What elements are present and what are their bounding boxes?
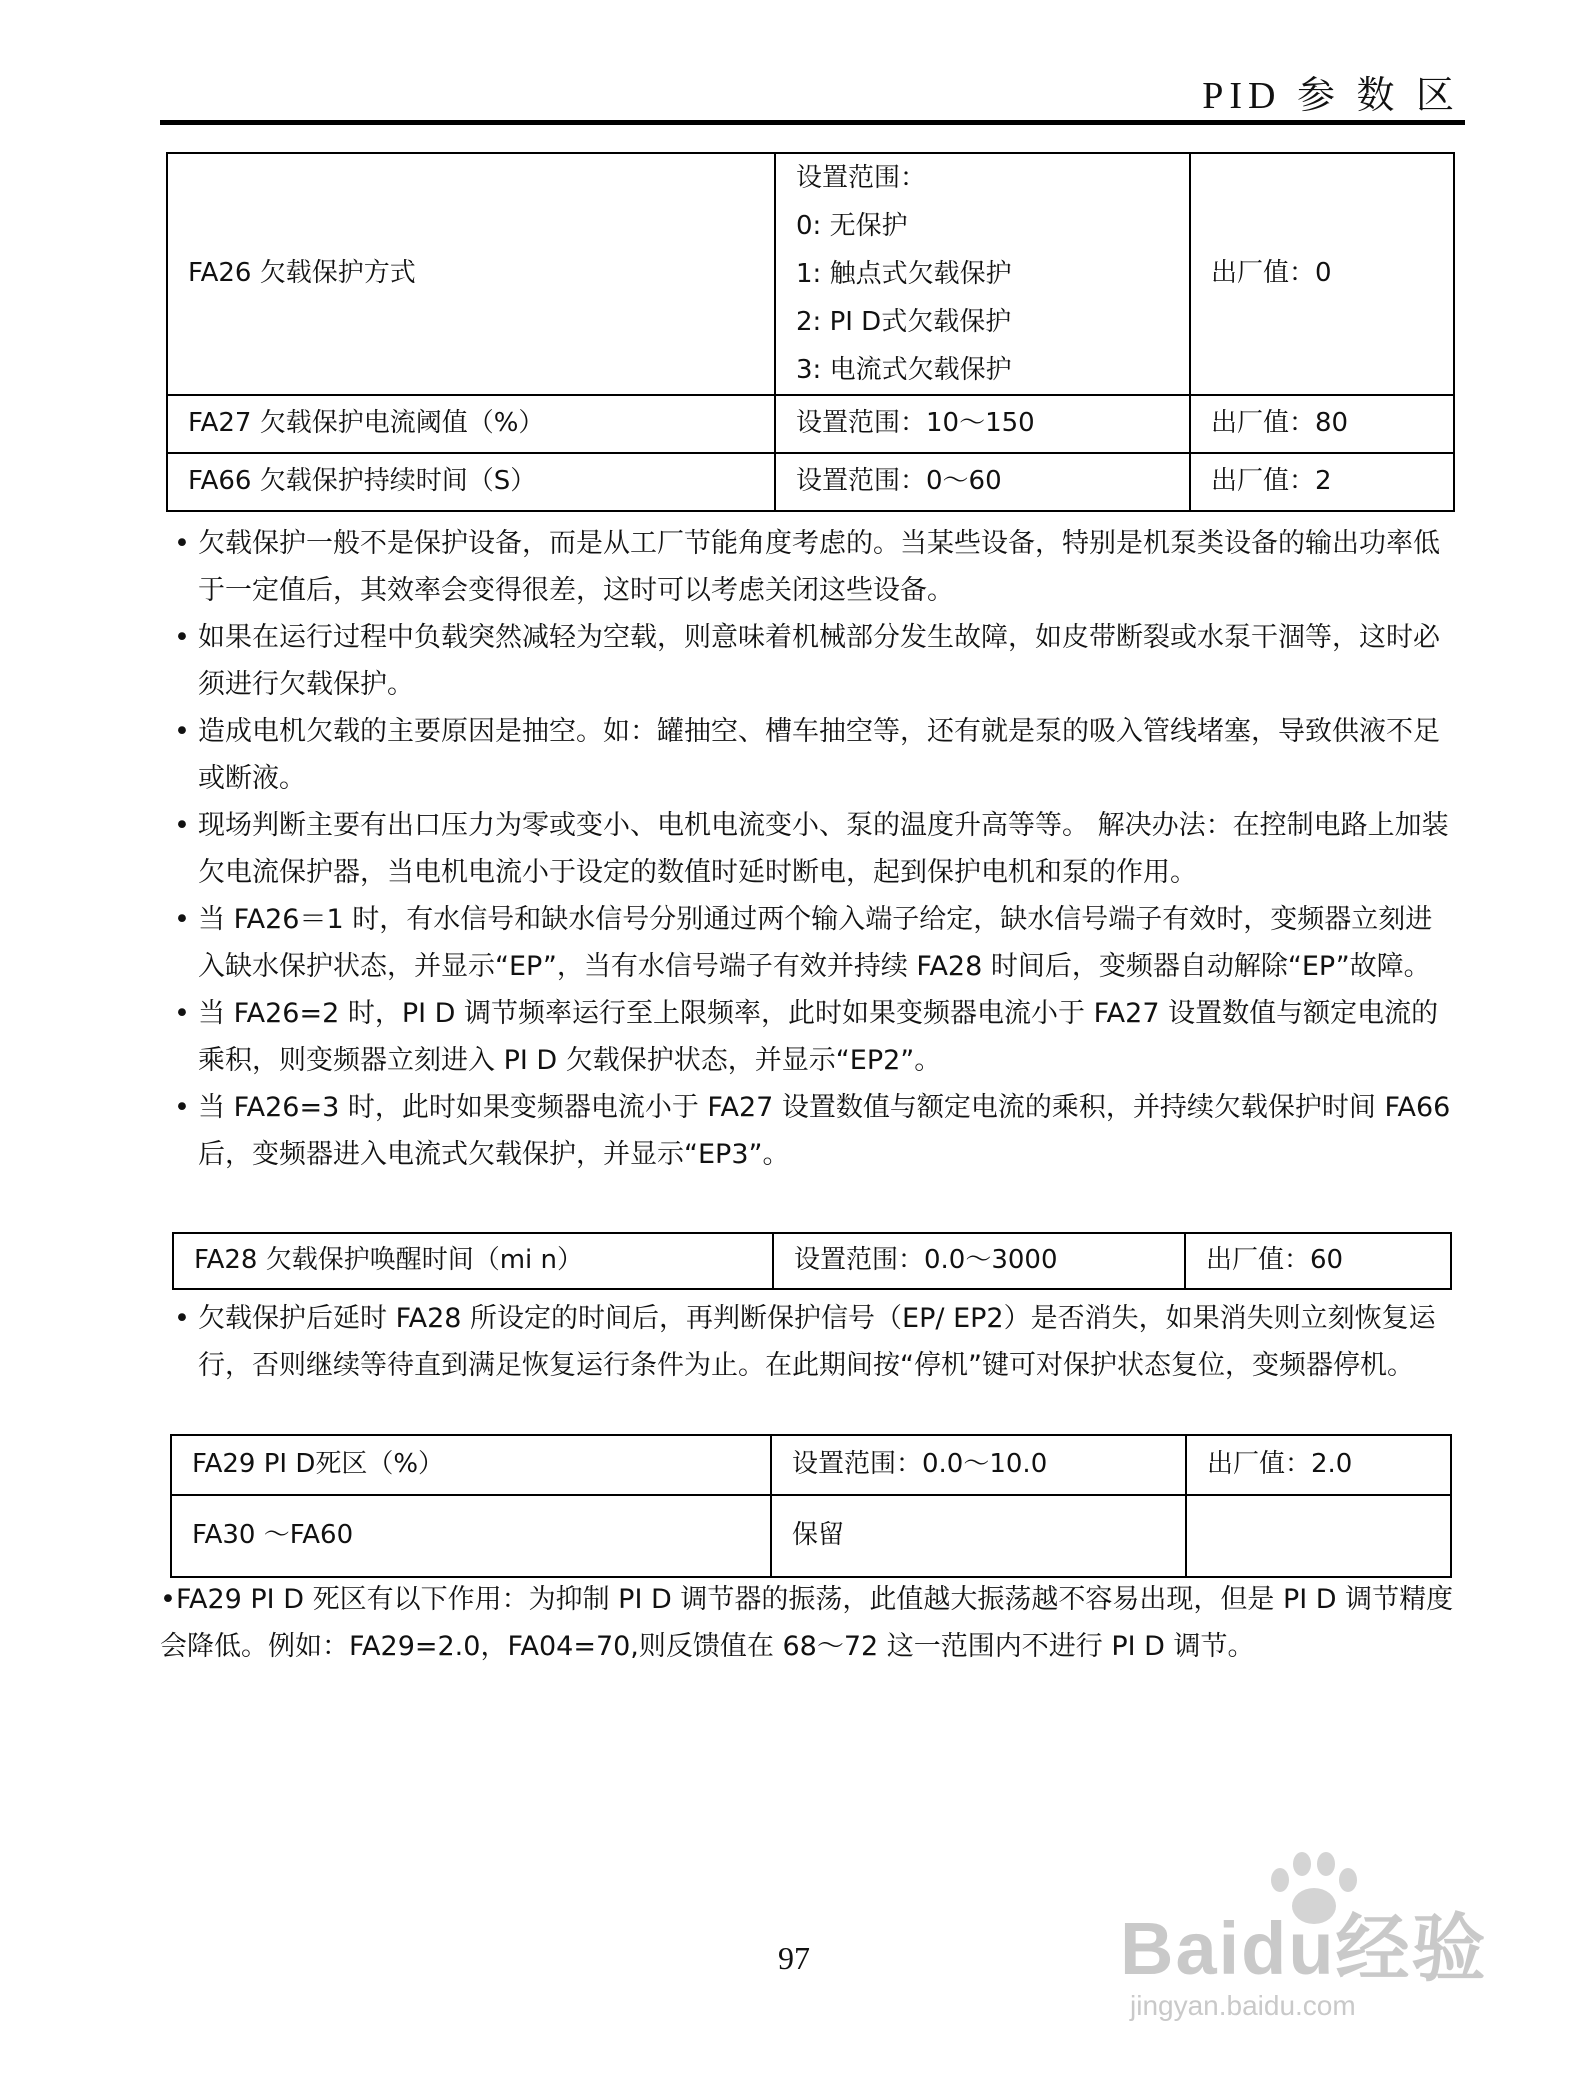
bullet: •: [174, 528, 190, 559]
table-row: [171, 1435, 1451, 1495]
param-default: 出厂值：60: [1185, 1233, 1451, 1289]
param-range: [775, 153, 1190, 395]
bullet: •: [174, 716, 190, 747]
page-number: 97: [778, 1940, 810, 1976]
notes-underload: [174, 520, 1454, 1178]
param-default: 出厂值：0: [1190, 153, 1454, 395]
note-paragraph: • 当 FA26=3 时，此时如果变频器电流小于 FA27 设置数值与额定电流的乘积，并持续欠载保护时间 FA66 后，变频器进入电流式欠载保护，并显示“EP3”。: [174, 1084, 1454, 1178]
param-table-fa28: [172, 1232, 1452, 1290]
param-default: 出厂值：2: [1190, 453, 1454, 511]
note-paragraph: • 欠载保护一般不是保护设备，而是从工厂节能角度考虑的。当某些设备，特别是机泵类设备的输出功率低于一定值后，其效率会变得很差，这时可以考虑关闭这些设备。: [174, 520, 1454, 614]
param-range: 设置范围：0.0～10.0: [771, 1435, 1186, 1495]
param-range: 设置范围：0.0～3000: [773, 1233, 1185, 1289]
param-range: 保留: [771, 1495, 1186, 1577]
param-table-fa26-fa66: [166, 152, 1455, 512]
note-paragraph: • 现场判断主要有出口压力为零或变小、电机电流变小、泵的温度升高等等。 解决办法：在控制电路上加装欠电流保护器，当电机电流小于设定的数值时延时断电，起到保护电机和泵的作用。: [174, 802, 1454, 896]
param-name: FA26 欠载保护方式: [167, 153, 775, 395]
range-line: 1: 触点式欠载保护: [796, 259, 1012, 289]
page-header-title: PID 参 数 区: [1202, 75, 1460, 117]
table-row: [173, 1233, 1451, 1289]
bullet: •: [174, 998, 190, 1029]
note-paragraph: • 当 FA26=2 时，PI D 调节频率运行至上限频率，此时如果变频器电流小于 FA27 设置数值与额定电流的乘积，则变频器立刻进入 PI D 欠载保护状态，并显示“EP2”。: [174, 990, 1454, 1084]
note-paragraph: • 造成电机欠载的主要原因是抽空。如：罐抽空、槽车抽空等，还有就是泵的吸入管线堵塞，导致供液不足或断液。: [174, 708, 1454, 802]
range-line: 3: 电流式欠载保护: [796, 355, 1012, 385]
param-default: 出厂值：80: [1190, 395, 1454, 453]
bullet: •: [174, 904, 190, 935]
range-line: 设置范围：: [796, 163, 927, 193]
watermark: [1110, 1850, 1490, 2050]
param-name: FA28 欠载保护唤醒时间（mi n）: [173, 1233, 773, 1289]
param-name: FA66 欠载保护持续时间（S）: [167, 453, 775, 511]
bullet: •: [174, 622, 190, 653]
header-rule: [160, 120, 1465, 125]
watermark-logo: Baidu经验: [1120, 1907, 1488, 1990]
bullet: •: [174, 810, 190, 841]
param-range: 设置范围：10～150: [775, 395, 1190, 453]
param-range: 设置范围：0～60: [775, 453, 1190, 511]
note-paragraph: • 当 FA26＝1 时，有水信号和缺水信号分别通过两个输入端子给定，缺水信号端子有效时，变频器立刻进入缺水保护状态，并显示“EP”，当有水信号端子有效并持续 FA28 时间后，变频器自动解除“EP”故障。: [174, 896, 1454, 990]
table-row: [167, 153, 1454, 395]
param-name: FA30 ～FA60: [171, 1495, 771, 1577]
range-line: 2: PI D式欠载保护: [796, 307, 1012, 337]
param-name: FA27 欠载保护电流阈值（%）: [167, 395, 775, 453]
param-table-fa29-fa60: [170, 1434, 1452, 1578]
bullet: •: [174, 1092, 190, 1123]
table-row: [171, 1495, 1451, 1577]
table-row: [167, 453, 1454, 511]
param-default: 出厂值：2.0: [1186, 1435, 1451, 1495]
table-row: [167, 395, 1454, 453]
note-paragraph: • 欠载保护后延时 FA28 所设定的时间后，再判断保护信号（EP/ EP2）是否消失，如果消失则立刻恢复运行，否则继续等待直到满足恢复运行条件为止。在此期间按“停机”键可对保护状态复位，变频器停机。: [174, 1295, 1454, 1389]
bullet: •: [160, 1584, 176, 1615]
range-line: 0: 无保护: [796, 211, 908, 241]
note-paragraph: •FA29 PI D 死区有以下作用：为抑制 PI D 调节器的振荡，此值越大振荡越不容易出现，但是 PI D 调节精度会降低。例如：FA29=2.0，FA04=70,则反馈值在 68～72 这一范围内不进行 PI D 调节。: [160, 1584, 1454, 1662]
notes-deadband: [160, 1576, 1458, 1670]
note-paragraph: • 如果在运行过程中负载突然减轻为空载，则意味着机械部分发生故障，如皮带断裂或水泵干涸等，这时必须进行欠载保护。: [174, 614, 1454, 708]
notes-wakeup: [174, 1295, 1454, 1389]
watermark-url: jingyan.baidu.com: [1130, 1990, 1356, 2021]
param-name: FA29 PI D死区（%）: [171, 1435, 771, 1495]
bullet: •: [174, 1303, 190, 1334]
param-default: [1186, 1495, 1451, 1577]
